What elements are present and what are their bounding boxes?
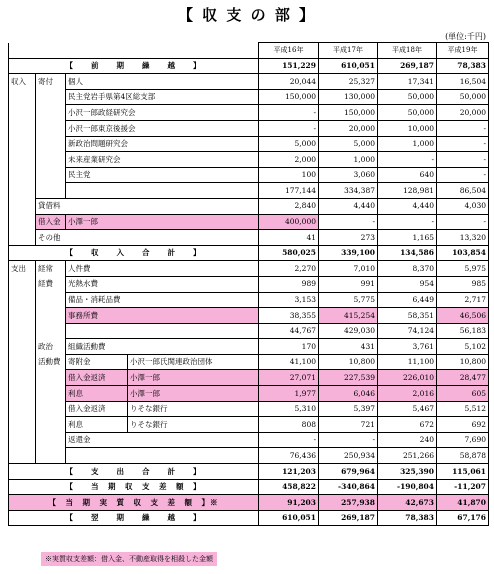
item-label: 利息 xyxy=(66,417,128,433)
table-row xyxy=(9,74,489,90)
value-cell: 50,000 xyxy=(378,105,437,121)
item-label: 返還金 xyxy=(66,432,259,448)
value-cell: - xyxy=(437,136,489,152)
value-cell: 20,044 xyxy=(259,74,319,90)
table-row xyxy=(9,120,489,136)
value-cell: 672 xyxy=(378,417,437,433)
item-label: 借入金返済 xyxy=(66,370,128,386)
value-cell: - xyxy=(437,120,489,136)
item-label: 事務所費 xyxy=(66,308,259,324)
value-cell: 5,000 xyxy=(319,136,378,152)
value-cell: 240 xyxy=(378,432,437,448)
item-label: 新政治問題研究会 xyxy=(66,136,259,152)
item-label: 借入金 xyxy=(36,214,66,230)
table-row xyxy=(9,245,489,261)
value-cell: -190,804 xyxy=(378,479,437,495)
subcategory-cell xyxy=(36,323,66,339)
value-cell: 2,717 xyxy=(437,292,489,308)
item-label xyxy=(66,323,259,339)
value-cell: 86,504 xyxy=(437,183,489,199)
subcategory-cell xyxy=(36,105,66,121)
value-cell: 10,800 xyxy=(319,354,378,370)
value-cell: 250,934 xyxy=(319,448,378,464)
category-cell xyxy=(9,432,36,448)
table-row xyxy=(9,167,489,183)
subcategory-cell: 経常 xyxy=(36,261,66,277)
item-detail: 小澤一郎 xyxy=(128,370,259,386)
item-label xyxy=(66,183,259,199)
row-label: 【 当 期 実 質 収 支 差 額 】※ xyxy=(9,495,259,511)
value-cell: 76,436 xyxy=(259,448,319,464)
value-cell: 251,266 xyxy=(378,448,437,464)
item-label: 組織活動費 xyxy=(66,339,259,355)
item-label: 利息 xyxy=(66,386,128,402)
category-cell xyxy=(9,448,36,464)
row-label: 【 支 出 合 計 】 xyxy=(9,464,259,480)
value-cell: -11,207 xyxy=(437,479,489,495)
value-cell: 2,000 xyxy=(259,152,319,168)
value-cell: 5,397 xyxy=(319,401,378,417)
table-row xyxy=(9,89,489,105)
item-label: 民主党岩手県第4区総支部 xyxy=(66,89,259,105)
item-label: 寄附金 xyxy=(66,354,128,370)
item-label: 借入金返済 xyxy=(66,401,128,417)
value-cell: 42,673 xyxy=(378,495,437,511)
value-cell: 38,355 xyxy=(259,308,319,324)
table-row xyxy=(9,354,489,370)
item-detail: 小沢一郎氏関連政治団体 xyxy=(128,354,259,370)
table-row xyxy=(9,401,489,417)
value-cell: 6,449 xyxy=(378,292,437,308)
header-row xyxy=(9,43,489,59)
subcategory-cell xyxy=(36,136,66,152)
value-cell: 1,000 xyxy=(319,152,378,168)
category-cell xyxy=(9,276,36,292)
category-cell xyxy=(9,354,36,370)
item-label: 貸借料 xyxy=(36,198,259,214)
table-row xyxy=(9,339,489,355)
value-cell: 458,822 xyxy=(259,479,319,495)
subcategory-cell xyxy=(36,292,66,308)
item-detail: りそな銀行 xyxy=(128,401,259,417)
value-cell: 78,383 xyxy=(437,58,489,74)
category-cell xyxy=(9,323,36,339)
category-cell xyxy=(9,308,36,324)
value-cell: 5,775 xyxy=(319,292,378,308)
subcategory-cell xyxy=(36,401,66,417)
table-row xyxy=(9,58,489,74)
subcategory-cell xyxy=(36,432,66,448)
table-row xyxy=(9,183,489,199)
value-cell: 78,383 xyxy=(378,510,437,526)
value-cell: 121,203 xyxy=(259,464,319,480)
item-label: 未来産業研究会 xyxy=(66,152,259,168)
table-row xyxy=(9,152,489,168)
value-cell: 325,390 xyxy=(378,464,437,480)
value-cell: 1,000 xyxy=(378,136,437,152)
value-cell: 257,938 xyxy=(319,495,378,511)
value-cell: 151,229 xyxy=(259,58,319,74)
row-label: 【 収 入 合 計 】 xyxy=(9,245,259,261)
value-cell: 150,000 xyxy=(319,105,378,121)
value-cell: 273 xyxy=(319,230,378,246)
value-cell: 610,051 xyxy=(319,58,378,74)
table-row xyxy=(9,105,489,121)
subcategory-cell xyxy=(36,417,66,433)
value-cell: 429,030 xyxy=(319,323,378,339)
value-cell: 610,051 xyxy=(259,510,319,526)
item-label: 個人 xyxy=(66,74,259,90)
value-cell: - xyxy=(259,432,319,448)
category-cell xyxy=(9,198,36,214)
value-cell: - xyxy=(378,214,437,230)
value-cell: 16,504 xyxy=(437,74,489,90)
category-cell xyxy=(9,339,36,355)
value-cell: 5,310 xyxy=(259,401,319,417)
value-cell: 8,370 xyxy=(378,261,437,277)
value-cell: 640 xyxy=(378,167,437,183)
value-cell: 4,440 xyxy=(319,198,378,214)
subcategory-cell xyxy=(36,308,66,324)
value-cell: 41 xyxy=(259,230,319,246)
value-cell: - xyxy=(437,167,489,183)
year-header: 平成19年 xyxy=(437,43,489,59)
value-cell: 11,100 xyxy=(378,354,437,370)
value-cell: 5,102 xyxy=(437,339,489,355)
category-cell xyxy=(9,167,36,183)
value-cell: 334,387 xyxy=(319,183,378,199)
item-label: 備品・消耗品費 xyxy=(66,292,259,308)
row-label: 【 翌 期 繰 越 】 xyxy=(9,510,259,526)
value-cell: 150,000 xyxy=(259,89,319,105)
value-cell: 3,761 xyxy=(378,339,437,355)
table-row xyxy=(9,308,489,324)
item-label: 小澤一郎 xyxy=(66,214,259,230)
category-cell xyxy=(9,386,36,402)
item-label: 小沢一郎東京後援会 xyxy=(66,120,259,136)
subcategory-cell: 政治 xyxy=(36,339,66,355)
value-cell: 17,341 xyxy=(378,74,437,90)
subcategory-cell xyxy=(36,89,66,105)
value-cell: 226,010 xyxy=(378,370,437,386)
page-title: 【 収 支 の 部 】 xyxy=(177,6,317,24)
category-cell xyxy=(9,183,36,199)
year-header: 平成17年 xyxy=(319,43,378,59)
category-cell xyxy=(9,120,36,136)
table-row xyxy=(9,432,489,448)
value-cell: 808 xyxy=(259,417,319,433)
value-cell: 50,000 xyxy=(437,89,489,105)
item-detail: 小澤一郎 xyxy=(128,386,259,402)
finance-table xyxy=(8,42,489,526)
value-cell: - xyxy=(259,105,319,121)
value-cell: 2,840 xyxy=(259,198,319,214)
value-cell: 58,351 xyxy=(378,308,437,324)
subcategory-cell xyxy=(36,183,66,199)
value-cell: - xyxy=(437,214,489,230)
item-label: 人件費 xyxy=(66,261,259,277)
value-cell: 20,000 xyxy=(319,120,378,136)
value-cell: 46,506 xyxy=(437,308,489,324)
value-cell: 13,320 xyxy=(437,230,489,246)
table-row xyxy=(9,323,489,339)
table-row xyxy=(9,495,489,511)
category-cell xyxy=(9,230,36,246)
value-cell: 177,144 xyxy=(259,183,319,199)
table-row xyxy=(9,417,489,433)
value-cell: 28,477 xyxy=(437,370,489,386)
value-cell: 227,539 xyxy=(319,370,378,386)
table-row xyxy=(9,510,489,526)
item-label: 光熱水費 xyxy=(66,276,259,292)
value-cell: 4,440 xyxy=(378,198,437,214)
value-cell: 339,100 xyxy=(319,245,378,261)
table-row xyxy=(9,214,489,230)
value-cell: 56,183 xyxy=(437,323,489,339)
value-cell: - xyxy=(319,432,378,448)
subcategory-cell xyxy=(36,386,66,402)
subcategory-cell xyxy=(36,152,66,168)
category-cell xyxy=(9,370,36,386)
value-cell: 91,203 xyxy=(259,495,319,511)
value-cell: 100 xyxy=(259,167,319,183)
value-cell: 1,977 xyxy=(259,386,319,402)
value-cell: 128,981 xyxy=(378,183,437,199)
value-cell: - xyxy=(259,120,319,136)
subcategory-cell: 経費 xyxy=(36,276,66,292)
value-cell: 130,000 xyxy=(319,89,378,105)
category-cell xyxy=(9,292,36,308)
value-cell: 3,060 xyxy=(319,167,378,183)
subcategory-cell: 活動費 xyxy=(36,354,66,370)
value-cell: 5,512 xyxy=(437,401,489,417)
category-cell: 支出 xyxy=(9,261,36,277)
value-cell: -340,864 xyxy=(319,479,378,495)
value-cell: 20,000 xyxy=(437,105,489,121)
value-cell: 58,878 xyxy=(437,448,489,464)
table-row xyxy=(9,198,489,214)
table-row xyxy=(9,464,489,480)
item-label: 民主党 xyxy=(66,167,259,183)
value-cell: 170 xyxy=(259,339,319,355)
value-cell: 41,100 xyxy=(259,354,319,370)
table-row xyxy=(9,136,489,152)
row-label: 【 前 期 繰 越 】 xyxy=(9,58,259,74)
category-cell xyxy=(9,417,36,433)
category-cell: 収入 xyxy=(9,74,36,90)
table-row xyxy=(9,230,489,246)
value-cell: 74,124 xyxy=(378,323,437,339)
value-cell: 954 xyxy=(378,276,437,292)
value-cell: 50,000 xyxy=(378,89,437,105)
value-cell: - xyxy=(437,152,489,168)
value-cell: 400,000 xyxy=(259,214,319,230)
value-cell: 4,030 xyxy=(437,198,489,214)
value-cell: 692 xyxy=(437,417,489,433)
value-cell: 7,010 xyxy=(319,261,378,277)
value-cell: 44,767 xyxy=(259,323,319,339)
value-cell: 5,000 xyxy=(259,136,319,152)
footnote: ※実質収支差額：借入金、不動産取得を相殺した金額 xyxy=(41,552,217,566)
value-cell: 580,025 xyxy=(259,245,319,261)
value-cell: 115,061 xyxy=(437,464,489,480)
table-row xyxy=(9,370,489,386)
header-blank xyxy=(9,43,259,59)
value-cell: 679,964 xyxy=(319,464,378,480)
value-cell: 415,254 xyxy=(319,308,378,324)
value-cell: 25,327 xyxy=(319,74,378,90)
value-cell: 10,800 xyxy=(437,354,489,370)
value-cell: 6,046 xyxy=(319,386,378,402)
value-cell: 7,690 xyxy=(437,432,489,448)
table-row xyxy=(9,292,489,308)
value-cell: 10,000 xyxy=(378,120,437,136)
value-cell: 67,176 xyxy=(437,510,489,526)
item-label: 小沢一郎政経研究会 xyxy=(66,105,259,121)
item-detail: りそな銀行 xyxy=(128,417,259,433)
year-header: 平成16年 xyxy=(259,43,319,59)
value-cell: 431 xyxy=(319,339,378,355)
value-cell: 5,467 xyxy=(378,401,437,417)
value-cell: 134,586 xyxy=(378,245,437,261)
value-cell: 1,165 xyxy=(378,230,437,246)
category-cell xyxy=(9,89,36,105)
row-label: 【 当 期 収 支 差 額 】 xyxy=(9,479,259,495)
subcategory-cell xyxy=(36,167,66,183)
subcategory-cell xyxy=(36,120,66,136)
category-cell xyxy=(9,152,36,168)
subcategory-cell: 寄付 xyxy=(36,74,66,90)
value-cell: 2,016 xyxy=(378,386,437,402)
category-cell xyxy=(9,401,36,417)
value-cell: - xyxy=(319,214,378,230)
table-row xyxy=(9,479,489,495)
value-cell: 2,270 xyxy=(259,261,319,277)
value-cell: 721 xyxy=(319,417,378,433)
category-cell xyxy=(9,105,36,121)
value-cell: 269,187 xyxy=(319,510,378,526)
table-row xyxy=(9,261,489,277)
value-cell: 27,071 xyxy=(259,370,319,386)
value-cell: - xyxy=(378,152,437,168)
value-cell: 3,153 xyxy=(259,292,319,308)
category-cell xyxy=(9,136,36,152)
value-cell: 989 xyxy=(259,276,319,292)
year-header: 平成18年 xyxy=(378,43,437,59)
value-cell: 41,870 xyxy=(437,495,489,511)
subcategory-cell xyxy=(36,448,66,464)
table-row xyxy=(9,386,489,402)
table-row xyxy=(9,276,489,292)
value-cell: 103,854 xyxy=(437,245,489,261)
item-label xyxy=(66,448,259,464)
value-cell: 991 xyxy=(319,276,378,292)
category-cell xyxy=(9,214,36,230)
item-label: その他 xyxy=(36,230,259,246)
table-row xyxy=(9,448,489,464)
unit-label: (単位:千円) xyxy=(445,32,486,41)
value-cell: 985 xyxy=(437,276,489,292)
value-cell: 605 xyxy=(437,386,489,402)
value-cell: 5,975 xyxy=(437,261,489,277)
value-cell: 269,187 xyxy=(378,58,437,74)
subcategory-cell xyxy=(36,370,66,386)
